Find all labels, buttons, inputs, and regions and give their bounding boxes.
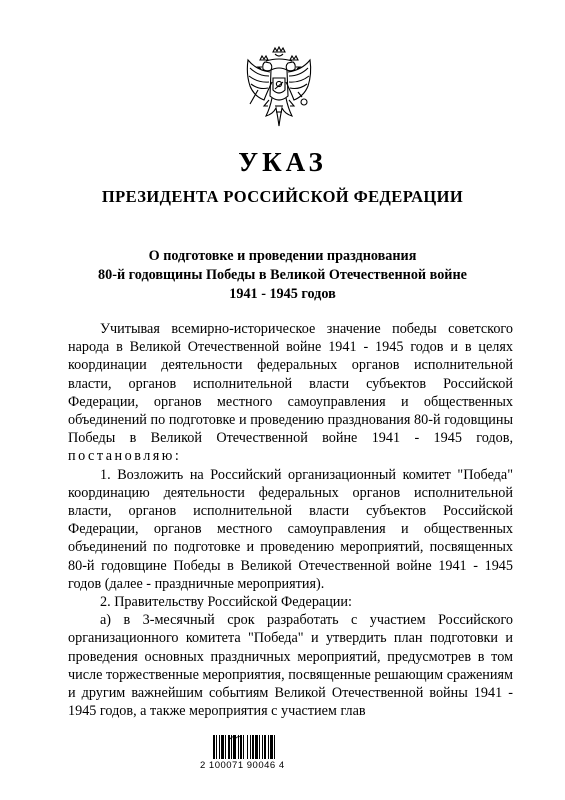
barcode-bar (255, 735, 258, 759)
barcode-bar (274, 735, 275, 759)
decree-heading (0, 247, 565, 304)
barcode-bar (243, 735, 244, 759)
scan-mark-icon (229, 727, 243, 733)
decree-word-tail: : (174, 448, 179, 465)
decree-word: постановляю (68, 448, 175, 465)
barcode-bar (216, 735, 217, 759)
barcode-bar (228, 735, 230, 759)
decree-body (68, 320, 513, 720)
paragraph-1: 1. Возложить на Российский организационный комитет "Победа" координацию деятельности федеральных органов исполнительной власти, органов исполнительной власти субъектов Российской Федерации, органов местного самоуправления и общественных объединений по подготовке и проведению мероприятий, посвященных 80-й годовщине Победы в Великой Отечественной войне 1941 - 1945 годов (далее - праздничные мероприятия). (68, 466, 513, 592)
barcode-bar (219, 735, 220, 759)
barcode-bar (233, 735, 236, 759)
intro-paragraph (68, 320, 513, 466)
barcode-bar (250, 735, 251, 759)
coat-of-arms-icon (242, 46, 316, 130)
barcode-icon (213, 735, 293, 759)
decree-title: УКАЗ (238, 147, 327, 177)
decree-heading-line: 80-й годовщины Победы в Великой Отечественной войне (98, 267, 467, 283)
barcode-bar (268, 735, 269, 759)
decree-heading-line: О подготовке и проведении празднования (148, 248, 417, 264)
barcode-bar (240, 735, 242, 759)
decree-heading-line: 1941 - 1945 годов (229, 286, 336, 302)
barcode-bar (213, 735, 215, 759)
paragraph-2a: а) в 3-месячный срок разработать с участием Российского организационного комитета "Победа" и утвердить план подготовки и проведения основных праздничных мероприятий, предусмотрев в том числе торжественные мероприятия, посвященные решающим сражениям и другим важнейшим событиям Великой Отечественной войны 1941 - 1945 годов, а также мероприятия с участием глав (68, 612, 513, 720)
barcode-bar (270, 735, 273, 759)
barcode-bar (264, 735, 266, 759)
barcode-bar (262, 735, 263, 759)
decree-subtitle: ПРЕЗИДЕНТА РОССИЙСКОЙ ФЕДЕРАЦИИ (101, 187, 464, 206)
barcode-bar (231, 735, 232, 759)
intro-text: Учитывая всемирно-историческое значение победы советского народа в Великой Отечественной войне 1941 - 1945 годов и в целях координации деятельности федеральных органов исполнительной власти, органов исполнительной власти субъектов Российской Федерации, органов местного самоуправления и общественных объединений по подготовке и проведению празднования 80-й годовщины Победы в Великой Отечественной войне 1941 - 1945 годов, (68, 321, 513, 447)
barcode-bar (225, 735, 226, 759)
barcode-bar (259, 735, 260, 759)
barcode-bar (247, 735, 248, 759)
barcode-number: 2 100071 90046 4 (200, 760, 285, 771)
barcode-bar (221, 735, 224, 759)
paragraph-2: 2. Правительству Российской Федерации: (100, 594, 352, 611)
barcode-bar (252, 735, 254, 759)
barcode-bar (238, 735, 239, 759)
